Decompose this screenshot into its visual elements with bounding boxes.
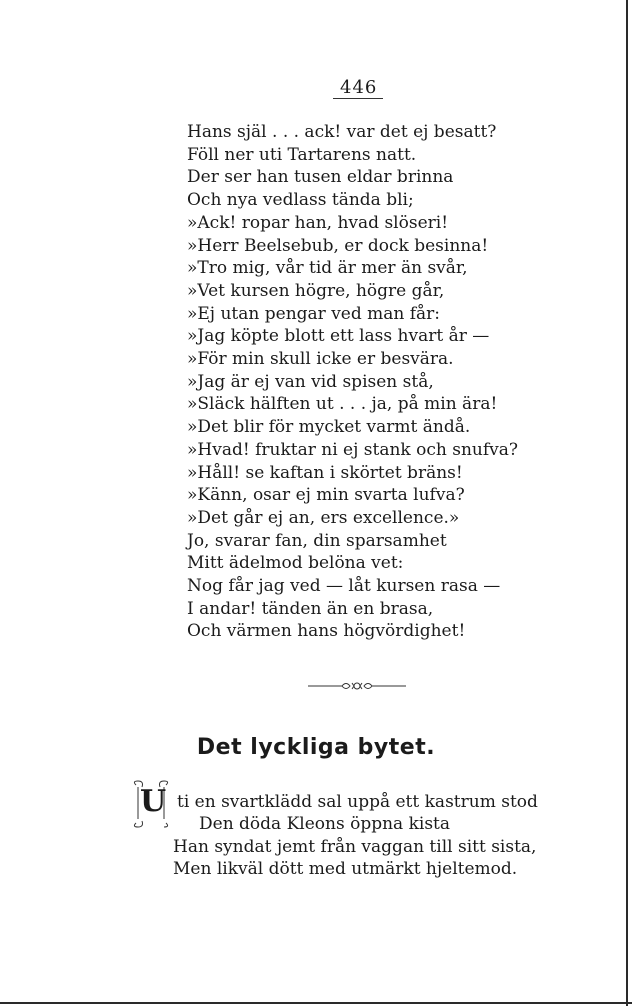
- poem-line: Den döda Kleons öppna kista: [199, 814, 451, 835]
- poem-stanza: [187, 121, 518, 643]
- poem-line: »Herr Beelsebub, er dock besinna!: [187, 235, 489, 256]
- page-number: 446: [340, 77, 378, 98]
- poem-line: Han syndat jemt från vaggan till sitt sista,: [173, 836, 537, 857]
- poem-line: »Hvad! fruktar ni ej stank och snufva?: [187, 439, 518, 460]
- poem-line: »Ej utan pengar ved man får:: [187, 303, 441, 324]
- poem-line: ti en svartklädd sal uppå ett kastrum stod: [177, 792, 538, 812]
- poem-line: Och nya vedlass tända bli;: [187, 190, 414, 211]
- poem-line: »Ack! ropar han, hvad slöseri!: [187, 212, 449, 233]
- poem-line: »Jag köpte blott ett lass hvart år —: [187, 326, 490, 347]
- poem-line: Hans själ . . . ack! var det ej besatt?: [187, 122, 497, 142]
- poem-line: »Det blir för mycket varmt ändå.: [187, 417, 471, 438]
- page-edge-bottom: [0, 1002, 632, 1004]
- page-number-rule: [333, 98, 383, 99]
- ornament-divider: [308, 679, 406, 693]
- drop-cap-letter: U: [140, 784, 167, 819]
- poem-line: Nog får jag ved — låt kursen rasa —: [187, 576, 501, 597]
- poem-line: »Jag är ej van vid spisen stå,: [187, 371, 434, 392]
- poem-line: Der ser han tusen eldar brinna: [187, 167, 454, 188]
- poem-line: »Släck hälften ut . . . ja, på min ära!: [187, 394, 498, 415]
- poem-line: Men likväl dött med utmärkt hjeltemod.: [173, 859, 518, 880]
- section-title: Det lyckliga bytet.: [196, 735, 436, 760]
- poem-line: I andar! tänden än en brasa,: [187, 598, 434, 619]
- poem-line: »Vet kursen högre, högre går,: [187, 280, 445, 301]
- poem-line: Föll ner uti Tartarens natt.: [187, 144, 417, 165]
- poem-line: »Håll! se kaftan i skörtet bräns!: [187, 462, 463, 483]
- poem-line: »Tro mig, vår tid är mer än svår,: [187, 258, 468, 279]
- poem-line: Och värmen hans högvördighet!: [187, 621, 466, 642]
- poem-line: »Det går ej an, ers excellence.»: [187, 507, 460, 528]
- poem-line: Jo, svarar fan, din sparsamhet: [187, 530, 447, 551]
- second-poem: [163, 791, 538, 881]
- poem-line: »För min skull icke er besvära.: [187, 349, 454, 370]
- poem-line: Mitt ädelmod belöna vet:: [187, 553, 404, 574]
- poem-line: »Känn, osar ej min svarta lufva?: [187, 485, 465, 506]
- page-edge-right: [626, 0, 628, 1006]
